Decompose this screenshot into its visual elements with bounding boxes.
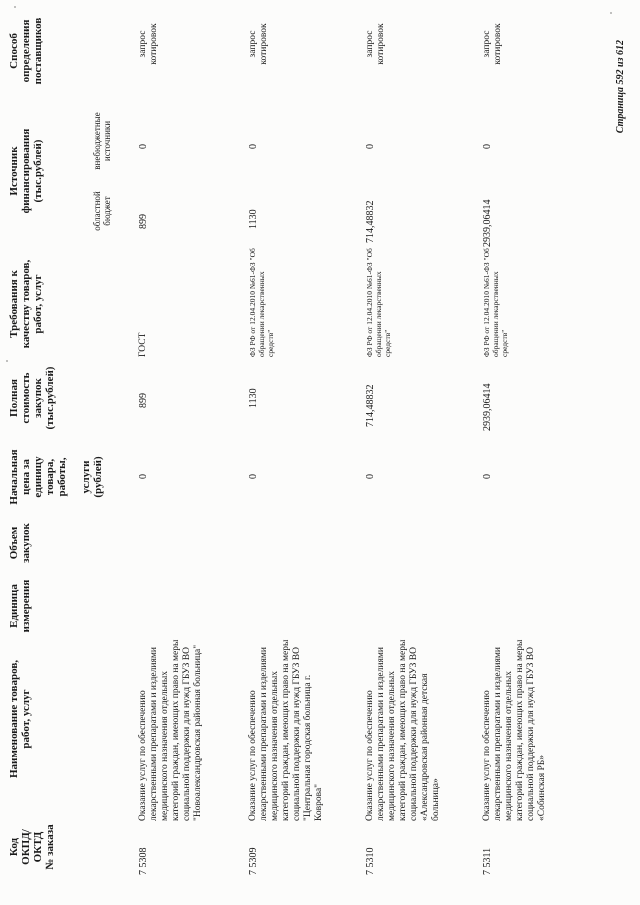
row-requirements: ФЗ РФ от 12.04.2010 №61-ФЗ "Об обращении лекарственных средств" xyxy=(365,248,392,357)
header-volume: Объем закупок xyxy=(8,523,32,563)
header-funding-extra: внебюджетные источники xyxy=(92,112,112,170)
row-requirements: ФЗ РФ от 12.04.2010 №61-ФЗ "Об обращении лекарственных средств" xyxy=(248,248,275,357)
row-funding-extra: 0 xyxy=(365,144,376,149)
row-code: 7 5311 xyxy=(482,847,493,875)
table-row xyxy=(248,0,363,905)
header-price: Начальная цена за единицу товара, работы, услуги (рублей) xyxy=(8,449,104,505)
row-name: Оказание услуг по обеспечению лекарственными препаратами и изделиями медицинского назначения отдельных категорий граждан, имеющих право на меры социальной поддержки для нужд ГБУЗ ВО "Центральная городская больница г. Коврова" xyxy=(248,639,324,821)
row-total: 714,48832 xyxy=(365,384,376,427)
row-price: 0 xyxy=(248,474,259,479)
page-number: Страница 592 из 612 xyxy=(615,40,626,134)
row-method: запрос котировок xyxy=(138,23,159,65)
row-method: запрос котировок xyxy=(365,23,386,65)
header-funding-regional: областной бюджет xyxy=(92,191,112,231)
row-requirements: ФЗ РФ от 12.04.2010 №61-ФЗ "Об обращении лекарственных средств" xyxy=(482,248,509,357)
row-code: 7 5309 xyxy=(248,847,259,875)
row-price: 0 xyxy=(365,474,376,479)
row-total: 1130 xyxy=(248,388,259,408)
table-row xyxy=(365,0,480,905)
row-price: 0 xyxy=(138,474,149,479)
row-funding-regional: 899 xyxy=(138,214,149,229)
header-unit: Единица измерения xyxy=(8,579,32,633)
row-funding-regional: 2939,06414 xyxy=(482,199,493,247)
row-funding-regional: 714,48832 xyxy=(365,200,376,243)
row-method: запрос котировок xyxy=(248,23,269,65)
row-funding-extra: 0 xyxy=(248,144,259,149)
row-requirements: ГОСТ xyxy=(138,332,148,357)
row-code: 7 5310 xyxy=(365,847,376,875)
header-requirements: Требования к качеству товаров, работ, услуг xyxy=(8,259,44,349)
row-total: 899 xyxy=(138,393,149,408)
row-method: запрос котировок xyxy=(482,23,503,65)
header-funding: Источник финансирования (тыс.рублей) xyxy=(8,128,44,214)
row-name: Оказание услуг по обеспечению лекарственными препаратами и изделиями медицинского назначения отдельных категорий граждан, имеющих право на меры социальной поддержки для нужд ГБУЗ ВО «Собинская РБ» xyxy=(482,639,547,821)
row-funding-regional: 1130 xyxy=(248,209,259,229)
row-code: 7 5308 xyxy=(138,847,149,875)
table-row xyxy=(482,0,597,905)
header-method: Способ определения поставщиков xyxy=(8,17,44,85)
header-code: Код ОКПД/ ОКТД № заказа xyxy=(8,824,56,870)
table-row xyxy=(138,0,253,905)
header-total: Полная стоимость закупок (тыс.рублей) xyxy=(8,366,56,430)
header-name: Наименование товаров, работ, услуг xyxy=(8,659,32,779)
row-funding-extra: 0 xyxy=(482,144,493,149)
row-name: Оказание услуг по обеспечению лекарственными препаратами и изделиями медицинского назначения отдельных категорий граждан, имеющих право на меры социальной поддержки для нужд ГБУЗ ВО "Новоалександровская районная больница" xyxy=(138,639,203,821)
row-price: 0 xyxy=(482,474,493,479)
row-total: 2939,06414 xyxy=(482,383,493,431)
row-funding-extra: 0 xyxy=(138,144,149,149)
row-name: Оказание услуг по обеспечению лекарственными препаратами и изделиями медицинского назначения отдельных категорий граждан, имеющих право на меры социальной поддержки для нужд ГБУЗ ВО «Александровская районная детская больница» xyxy=(365,639,441,821)
